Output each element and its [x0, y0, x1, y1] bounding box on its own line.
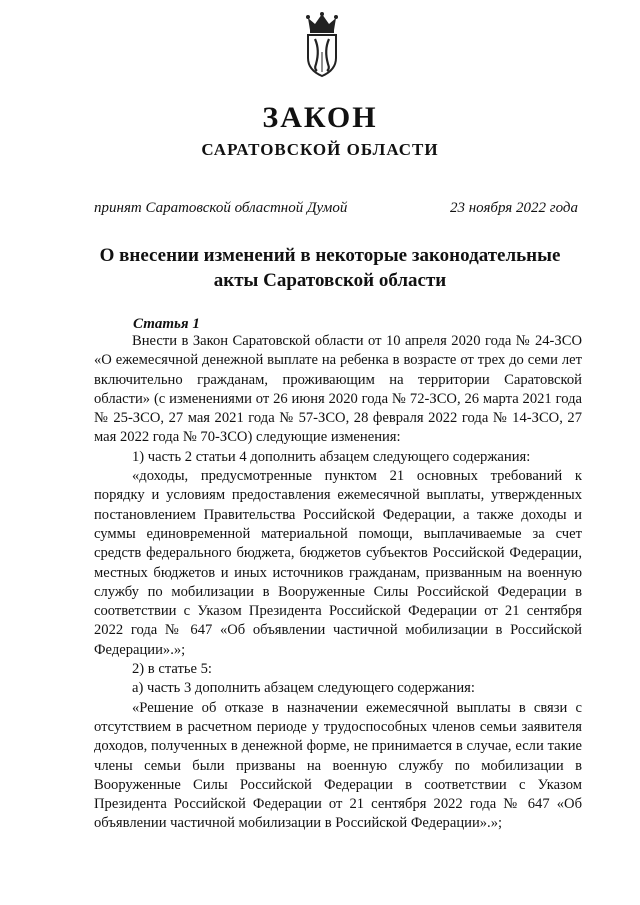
paragraph: а) часть 3 дополнить абзацем следующего содержания:	[132, 680, 475, 697]
adopted-date: 23 ноября 2022 года	[449, 200, 578, 216]
paragraph: 2) в статье 5:	[132, 661, 212, 678]
adopted-by: принят Саратовской областной Думой	[94, 200, 348, 216]
coat-of-arms-icon	[304, 12, 340, 78]
heading-line-2: акты Саратовской области	[213, 270, 447, 291]
region-title: САРАТОВСКОЙ ОБЛАСТИ	[201, 140, 439, 159]
paragraph: «Решение об отказе в назначении ежемесячной выплаты в связи с отсутствием в расчетном периоде у трудоспособных членов семьи заявителя доходов, полученных в денежной форме, не принимается в случае, если такие члены семьи были призваны на военную службу по мобилизации в Вооруженные Силы Российской Федерации в соответствии с Указом Президента Российской Федерации от 21 сентября 2022 года № 647 «Об объявлении частичной мобилизации в Российской Федерации».»;	[94, 699, 582, 832]
heading-line-1: О внесении изменений в некоторые законодательные	[99, 245, 561, 266]
law-title: ЗАКОН	[262, 101, 378, 134]
paragraph: Внести в Закон Саратовской области от 10 апреля 2020 года № 24-ЗСО «О ежемесячной денежной выплате на ребенка в возрасте от трех до семи лет включительно гражданам, проживающим на территории Саратовской области» (с изменениями от 26 июня 2020 года № 72-ЗСО, 26 марта 2021 года № 25-ЗСО, 27 мая 2021 года № 57-ЗСО, 28 февраля 2022 года № 14-ЗСО, 27 мая 2022 года № 70-ЗСО) следующие изменения:	[94, 333, 582, 446]
paragraph: «доходы, предусмотренные пунктом 21 основных требований к порядку и условиям предоставления ежемесячной выплаты, утвержденных постановлением Правительства Российской Федерации, а также доходы и суммы единовременной материальной помощи, выплачиваемые за счет средств федерального бюджета, бюджетов субъектов Российской Федерации, местных бюджетов и иных источников гражданам, призванным на военную службу по мобилизации в Вооруженные Силы Российской Федерации в соответствии с Указом Президента Российской Федерации от 21 сентября 2022 года № 647 «Об объявлении частичной мобилизации в Российской Федерации».»;	[94, 468, 582, 658]
document-body	[94, 332, 582, 834]
document-heading	[70, 243, 590, 293]
article-label: Статья 1	[133, 316, 200, 332]
paragraph: 1) часть 2 статьи 4 дополнить абзацем следующего содержания:	[132, 448, 531, 465]
